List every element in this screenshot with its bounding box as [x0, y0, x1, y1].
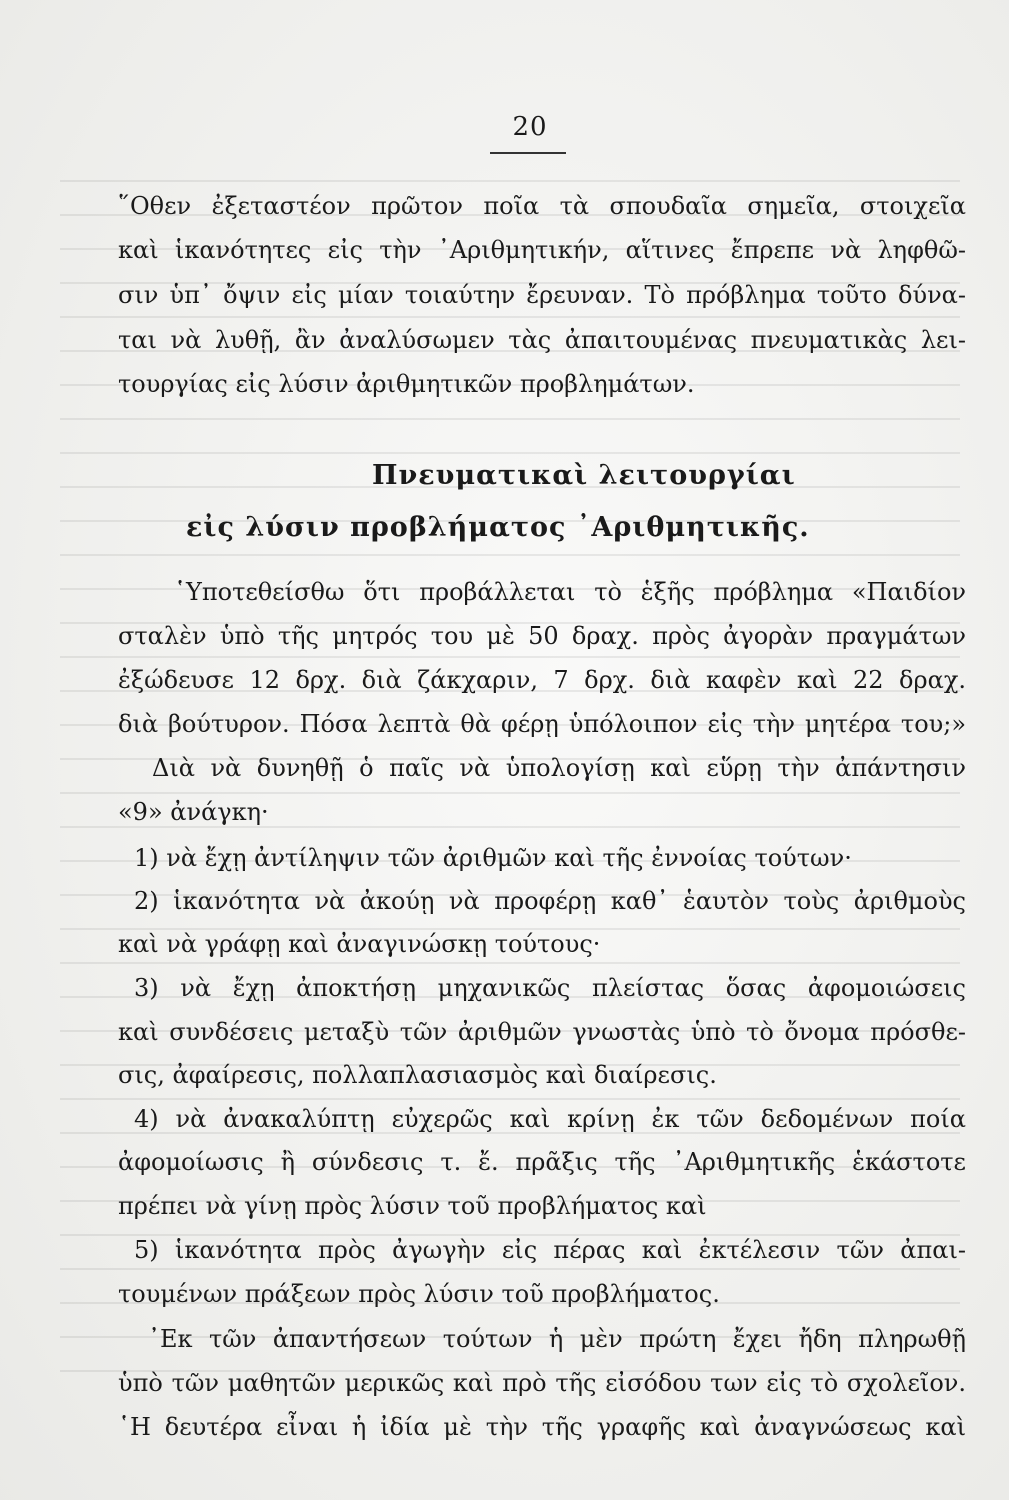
- paragraph-2-line: ῾Υποτεθείσθω ὅτι προβάλλεται τὸ ἑξῆς πρόβλημα «Παιδίον: [174, 578, 966, 606]
- list-item-continuation: σις, ἀφαίρεσις, πολλαπλασιασμὸς καὶ διαίρεσις.: [118, 1061, 717, 1089]
- section-heading: εἰς λύσιν προβλήματος ᾿Αριθμητικῆς.: [186, 512, 810, 543]
- page-number-rule: [490, 152, 566, 154]
- list-item: 4) νὰ ἀνακαλύπτῃ εὐχερῶς καὶ κρίνῃ ἐκ τῶν δεδομένων ποία: [134, 1105, 966, 1133]
- paragraph-1-line: τουργίας εἰς λύσιν ἀριθμητικῶν προβλημάτων.: [118, 370, 695, 398]
- list-item-continuation: τουμένων πράξεων πρὸς λύσιν τοῦ προβλήματος.: [118, 1280, 720, 1308]
- list-item: 3) νὰ ἔχῃ ἀποκτήσῃ μηχανικῶς πλείστας ὅσας ἀφομοιώσεις: [134, 974, 966, 1002]
- list-item: 2) ἱκανότητα νὰ ἀκούῃ νὰ προφέρῃ καθ᾿ ἑαυτὸν τοὺς ἀριθμοὺς: [134, 887, 966, 915]
- paragraph-2-line: Διὰ νὰ δυνηθῇ ὁ παῖς νὰ ὑπολογίσῃ καὶ εὕρῃ τὴν ἀπάντησιν: [152, 754, 966, 782]
- list-item-continuation: πρέπει νὰ γίνῃ πρὸς λύσιν τοῦ προβλήματος καὶ: [118, 1192, 707, 1220]
- paragraph-1-line: ῞Οθεν ἐξεταστέον πρῶτον ποῖα τὰ σπουδαῖα σημεῖα, στοιχεῖα: [118, 192, 966, 220]
- list-item-continuation: ἀφομοίωσις ἢ σύνδεσις τ. ἔ. πρᾶξις τῆς ᾿Αριθμητικῆς ἑκάστοτε: [118, 1148, 966, 1176]
- page-number: 20: [512, 112, 548, 142]
- list-item: 5) ἱκανότητα πρὸς ἀγωγὴν εἰς πέρας καὶ ἐκτέλεσιν τῶν ἀπαι-: [134, 1236, 966, 1264]
- section-heading: Πνευματικαὶ λειτουργίαι: [372, 460, 796, 491]
- paragraph-2-line: «9» ἀνάγκη·: [118, 798, 269, 826]
- paragraph-1-line: σιν ὑπ᾿ ὄψιν εἰς μίαν τοιαύτην ἔρευναν. Τὸ πρόβλημα τοῦτο δύνα-: [118, 281, 966, 309]
- paragraph-2-line: ἐξώδευσε 12 δρχ. διὰ ζάκχαριν, 7 δρχ. διὰ καφὲν καὶ 22 δραχ.: [118, 666, 966, 694]
- list-item-continuation: καὶ νὰ γράφῃ καὶ ἀναγινώσκῃ τούτους·: [118, 930, 601, 958]
- list-item: 1) νὰ ἔχῃ ἀντίληψιν τῶν ἀριθμῶν καὶ τῆς ἐννοίας τούτων·: [134, 844, 852, 872]
- paragraph-1-line: ται νὰ λυθῇ, ἂν ἀναλύσωμεν τὰς ἀπαιτουμένας πνευματικὰς λει-: [118, 326, 966, 354]
- paragraph-1-line: καὶ ἱκανότητες εἰς τὴν ᾿Αριθμητικήν, αἵτινες ἔπρεπε νὰ ληφθῶ-: [118, 236, 966, 264]
- paragraph-3-line: ῾Η δευτέρα εἶναι ἡ ἰδία μὲ τὴν τῆς γραφῆς καὶ ἀναγνώσεως καὶ: [118, 1413, 966, 1441]
- paragraph-2-line: διὰ βούτυρον. Πόσα λεπτὰ θὰ φέρῃ ὑπόλοιπον εἰς τὴν μητέρα του;»: [118, 710, 966, 738]
- list-item-continuation: καὶ συνδέσεις μεταξὺ τῶν ἀριθμῶν γνωστὰς ὑπὸ τὸ ὄνομα πρόσθε-: [118, 1018, 966, 1046]
- paragraph-3-line: ὑπὸ τῶν μαθητῶν μερικῶς καὶ πρὸ τῆς εἰσόδου των εἰς τὸ σχολεῖον.: [118, 1369, 966, 1397]
- paragraph-2-line: σταλὲν ὑπὸ τῆς μητρός του μὲ 50 δραχ. πρὸς ἀγορὰν πραγμάτων: [118, 622, 966, 650]
- paragraph-3-line: ᾿Εκ τῶν ἀπαντήσεων τούτων ἡ μὲν πρώτη ἔχει ἤδη πληρωθῇ: [148, 1325, 966, 1353]
